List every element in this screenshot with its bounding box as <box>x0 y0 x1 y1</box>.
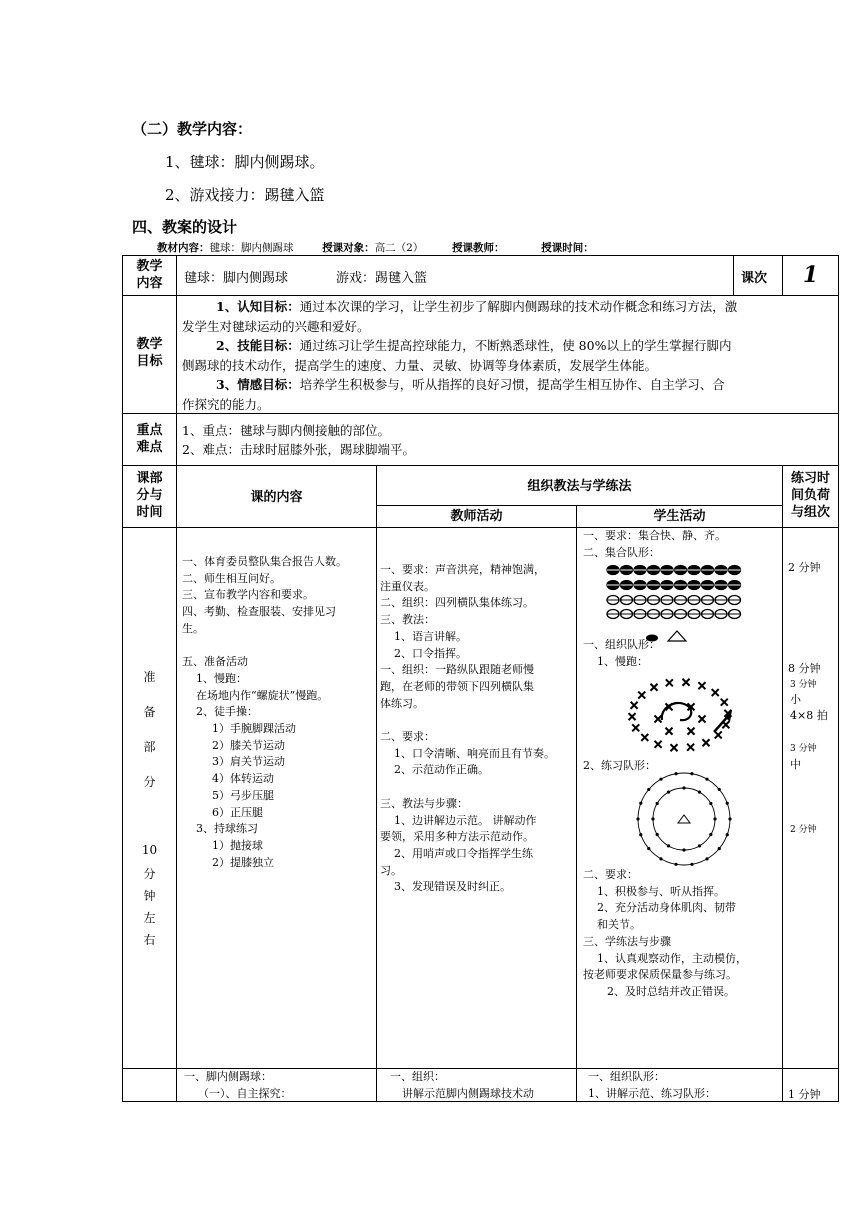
student-cross-marker <box>683 679 690 686</box>
prep-teacher-line: 1、边讲解边示范。 讲解动作 <box>394 813 537 827</box>
prep-student-line: 二、要求： <box>583 868 638 881</box>
student-dot-marker <box>651 817 654 820</box>
teacher-triangle-icon <box>678 815 690 823</box>
prep-student-line: 2、充分活动身体肌肉、韧带 <box>597 901 736 915</box>
prep-student-line: 一、组织队形： <box>583 638 660 651</box>
prep-teacher-line: 3、发现错误及时纠正。 <box>394 880 511 894</box>
prep-content-line: 1、慢跑： <box>196 671 247 685</box>
student-cross-marker <box>638 692 645 699</box>
student-dot-marker <box>709 802 712 805</box>
prep-teacher-line: 要领，采用多种方法示范动作。 <box>380 830 534 844</box>
circle-formation-diagram <box>626 770 744 870</box>
meta-line <box>157 240 594 255</box>
prep-student-mid <box>583 637 781 670</box>
prep-label-char: 分 <box>143 867 156 881</box>
prep-teacher-line: 一、要求：声音洪亮，精神饱满， <box>380 563 545 576</box>
student-cross-marker <box>703 739 710 746</box>
goal-1-lead: 1、认知目标： <box>216 299 300 314</box>
student-cross-marker <box>688 728 695 735</box>
section-title: （二）教学内容： <box>132 120 253 138</box>
student-cross-marker <box>699 716 706 723</box>
student-dot-marker <box>647 788 650 791</box>
prep-label-char: 钟 <box>143 889 156 903</box>
row-key-label-1: 重点 <box>136 423 163 438</box>
prep-content-line: 四、考勤、检查服装、安排见习 <box>182 605 336 619</box>
prep-content-line: 3、持球练习 <box>196 822 258 836</box>
student-dot-marker <box>656 802 659 805</box>
goals-text <box>182 297 837 414</box>
prep-label-char: 分 <box>143 775 156 789</box>
row-goals-label <box>123 336 176 370</box>
time-label: 授课时间： <box>541 242 594 254</box>
student-dot-marker <box>667 791 670 794</box>
prep-teacher-line: 跑，在老师的带领下四列横队集 <box>380 679 534 693</box>
student-cross-marker <box>631 702 638 709</box>
student-dot-marker <box>674 863 677 866</box>
load-time-2: 8 分钟 <box>788 662 821 675</box>
prep-content-line: 3）肩关节运动 <box>212 755 285 769</box>
prep-student-line: 按老师要求保质保量参与练习。 <box>583 968 737 982</box>
prep-content <box>182 554 376 871</box>
header-c4-line2: 间负荷 <box>790 488 830 503</box>
row-content-text-b: 游戏：踢毽入篮 <box>336 271 428 286</box>
heading-lesson-design: 四、教案的设计 <box>132 218 238 236</box>
student-dot-marker <box>682 786 685 789</box>
header-c4-line1: 练习时 <box>790 471 830 486</box>
goal-3-text-cont: 作探究的能力。 <box>182 396 270 412</box>
teacher-label: 授课教师： <box>452 242 505 254</box>
prep-teacher-line: 2、口令指挥。 <box>394 646 467 660</box>
student-cross-marker <box>666 728 673 735</box>
material-label: 教材内容： <box>157 242 210 254</box>
prep-student-line: 和关节。 <box>597 918 641 932</box>
prep-teacher-line: 1、口令清晰、响亮而且有节奏。 <box>394 746 555 760</box>
load-time-5: 2 分钟 <box>790 825 817 835</box>
prep-content-line: 一、体育委员整队集合报告人数。 <box>182 555 347 568</box>
prep-content-line: 4）体转运动 <box>212 772 274 786</box>
next-teacher-line: 讲解示范脚内侧踢球技术动 <box>402 1086 534 1100</box>
student-dot-marker <box>713 817 716 820</box>
header-methods: 组织教法与学练法 <box>527 479 632 494</box>
content-item-1: 1、毽球：脚内侧踢球。 <box>165 153 325 171</box>
next-student <box>588 1069 716 1102</box>
load-intensity-medium: 中 <box>790 758 801 771</box>
prep-teacher-line: 习。 <box>380 863 402 877</box>
next-teacher <box>390 1069 534 1102</box>
header-student-activity: 学生活动 <box>653 509 706 524</box>
prep-student-top <box>583 528 781 561</box>
lesson-number: 1 <box>802 262 819 288</box>
prep-student-line: 二、集合队形： <box>583 545 660 559</box>
prep-teacher-line: 注重仪表。 <box>380 579 435 593</box>
prep-teacher-line: 二、组织：四列横队集体练习。 <box>380 596 534 610</box>
student-dot-marker <box>698 791 701 794</box>
student-dot-marker <box>726 833 729 836</box>
header-section-time <box>123 470 176 521</box>
student-dot-marker <box>690 772 693 775</box>
prep-content-line: 五、准备活动 <box>182 655 248 669</box>
prep-content-line: 二、师生相互问好。 <box>182 571 281 585</box>
row-content-label-2: 内容 <box>136 276 163 291</box>
material-value: 毽球：脚内侧踢球 <box>209 242 294 254</box>
row-content-label <box>123 258 176 292</box>
prep-teacher-line: 一、组织：一路纵队跟随老师慢 <box>380 663 534 677</box>
prep-label-char: 右 <box>143 933 156 947</box>
next-content-line: 一、脚内侧踢球： <box>184 1070 272 1083</box>
student-dot-marker <box>690 863 693 866</box>
student-cross-marker <box>715 731 722 738</box>
prep-content-line: 1）手腕脚踝活动 <box>212 722 296 736</box>
goal-3-text: 培养学生积极参与，听从指挥的良好习惯，提高学生相互协作、自主学习、合 <box>299 377 725 392</box>
student-dot-marker <box>659 857 662 860</box>
load-time-4: 3 分钟 <box>790 744 817 754</box>
load-time-1: 2 分钟 <box>788 561 821 574</box>
assembly-formation-diagram <box>605 563 755 645</box>
student-dot-marker <box>667 844 670 847</box>
student-cross-marker <box>655 741 662 748</box>
prep-content-line: 5）弓步压腿 <box>212 788 274 802</box>
row-goals-label-1: 教学 <box>136 337 163 352</box>
student-cross-marker <box>655 716 662 723</box>
student-dot-marker <box>639 802 642 805</box>
prep-teacher-line: 三、教法与步骤： <box>380 796 468 810</box>
prep-teacher-line: 1、语言讲解。 <box>394 629 467 643</box>
prep-content-line: 三、宣布教学内容和要求。 <box>182 588 314 602</box>
student-cross-marker <box>687 744 694 751</box>
student-cross-marker <box>632 724 639 731</box>
prep-content-line: 6）正压腿 <box>212 805 263 819</box>
load-time-3: 3 分钟 <box>790 680 817 690</box>
student-dot-marker <box>718 847 721 850</box>
goal-1-text: 通过本次课的学习，让学生初步了解脚内侧踢球的技术动作概念和练习方法，激 <box>299 299 738 314</box>
prep-student-line: 1、积极参与、听从指挥。 <box>597 884 725 898</box>
prep-label-char: 备 <box>143 705 156 719</box>
header-c4-line3: 与组次 <box>790 505 830 520</box>
target-value: 高二（2） <box>374 242 424 254</box>
load-beats: 4×8 拍 <box>790 709 828 722</box>
key-text <box>182 421 415 459</box>
student-cross-marker <box>666 679 673 686</box>
goal-1-text-cont: 发学生对毽球运动的兴趣和爱好。 <box>182 318 370 334</box>
header-c1-line1: 课部 <box>136 471 163 486</box>
student-dot-marker <box>659 778 662 781</box>
next-content-line: （一）、自主探究： <box>198 1086 292 1100</box>
header-c1-line3: 时间 <box>136 505 163 520</box>
row-content-text-a: 毽球：脚内侧踢球 <box>184 271 289 286</box>
prep-teacher-line: 2、用哨声或口令指挥学生练 <box>394 846 533 860</box>
next-student-line: 1、讲解示范、练习队形： <box>588 1086 716 1100</box>
row-content-label-1: 教学 <box>136 259 163 274</box>
student-cross-marker <box>712 689 719 696</box>
student-dot-marker <box>656 833 659 836</box>
next-teacher-line: 一、组织： <box>390 1070 445 1083</box>
student-cross-marker <box>641 734 648 741</box>
header-content: 课的内容 <box>250 490 303 505</box>
student-dot-marker <box>647 847 650 850</box>
header-load <box>783 470 838 521</box>
prep-content-line: 2、徒手操： <box>196 705 258 719</box>
prep-teacher-line: 2、示范动作正确。 <box>394 763 489 777</box>
target-label: 授课对象： <box>322 242 375 254</box>
prep-label-char: 准 <box>143 670 156 684</box>
student-dot-marker <box>682 848 685 851</box>
prep-student-line: 三、学练法与步骤 <box>583 934 671 948</box>
prep-teacher-line: 三、教法： <box>380 613 435 627</box>
student-cross-marker <box>698 682 705 689</box>
student-cross-marker <box>670 744 677 751</box>
next-content <box>184 1069 292 1102</box>
prep-label-char: 部 <box>143 740 156 754</box>
prep-teacher-line: 体练习。 <box>380 696 424 710</box>
lesson-number-label: 课次 <box>741 271 768 286</box>
goal-3-lead: 3、情感目标： <box>216 377 300 392</box>
prep-student-bottom <box>583 867 781 1001</box>
student-cross-marker <box>721 699 728 706</box>
header-teacher-activity: 教师活动 <box>450 509 503 524</box>
row-key-label <box>123 422 176 456</box>
load-intensity-small: 小 <box>790 693 801 706</box>
prep-label-char: 左 <box>143 911 156 925</box>
next-student-line: 一、组织队形： <box>588 1070 665 1083</box>
prep-content-line: 1）抛接球 <box>212 838 263 852</box>
prep-content-line: 生。 <box>182 621 204 635</box>
prep-teacher <box>380 562 576 896</box>
student-dot-marker <box>639 833 642 836</box>
spiral-path <box>662 703 691 720</box>
student-dot-marker <box>709 833 712 836</box>
prep-content-line: 在场地内作“螺旋状”慢跑。 <box>196 688 329 702</box>
goal-2-text: 通过练习让学生提高控球能力，不断熟悉球性，使 80%以上的学生掌握行脚内 <box>299 338 732 353</box>
content-item-2: 2、游戏接力：踢毽入篮 <box>165 186 325 204</box>
prep-student-line: 1、认真观察动作，主动模仿， <box>597 951 747 965</box>
student-dot-marker <box>698 844 701 847</box>
prep-student-line: 一、要求：集合快、静、齐。 <box>583 529 726 542</box>
prep-content-line: 2）膝关节运动 <box>212 738 285 752</box>
goal-2-lead: 2、技能目标： <box>216 338 300 353</box>
prep-section-label <box>123 668 176 953</box>
key-point: 1、重点：毽球与脚内侧接触的部位。 <box>182 423 390 438</box>
student-dot-marker <box>705 857 708 860</box>
spiral-jogging-diagram <box>622 670 742 756</box>
student-dot-marker <box>718 788 721 791</box>
student-cross-marker <box>650 684 657 691</box>
prep-label-char: 10 <box>141 843 158 857</box>
prep-student-line: 2、及时总结并改正错误。 <box>607 984 735 998</box>
student-dot-marker <box>726 802 729 805</box>
difficulty-point: 2、难点：击球时屈膝外张，踢球脚端平。 <box>182 442 415 457</box>
student-cross-marker <box>629 713 636 720</box>
row-goals-label-2: 目标 <box>136 354 163 369</box>
prep-content-line: 2）提膝独立 <box>212 855 274 869</box>
header-c1-line2: 分与 <box>136 488 163 503</box>
student-dot-marker <box>636 817 639 820</box>
prep-student-line: 1、慢跑： <box>597 654 648 668</box>
student-dot-marker <box>674 772 677 775</box>
prep-student-practice: 2、练习队形： <box>583 759 656 772</box>
prep-teacher-line: 二、要求： <box>380 730 435 744</box>
student-dot-marker <box>728 817 731 820</box>
row-key-label-2: 难点 <box>136 440 163 455</box>
next-load: 1 分钟 <box>788 1088 821 1101</box>
student-dot-marker <box>705 778 708 781</box>
goal-2-text-cont: 侧踢球的技术动作，提高学生的速度、力量、灵敏、协调等身体素质，发展学生体能。 <box>182 357 658 373</box>
